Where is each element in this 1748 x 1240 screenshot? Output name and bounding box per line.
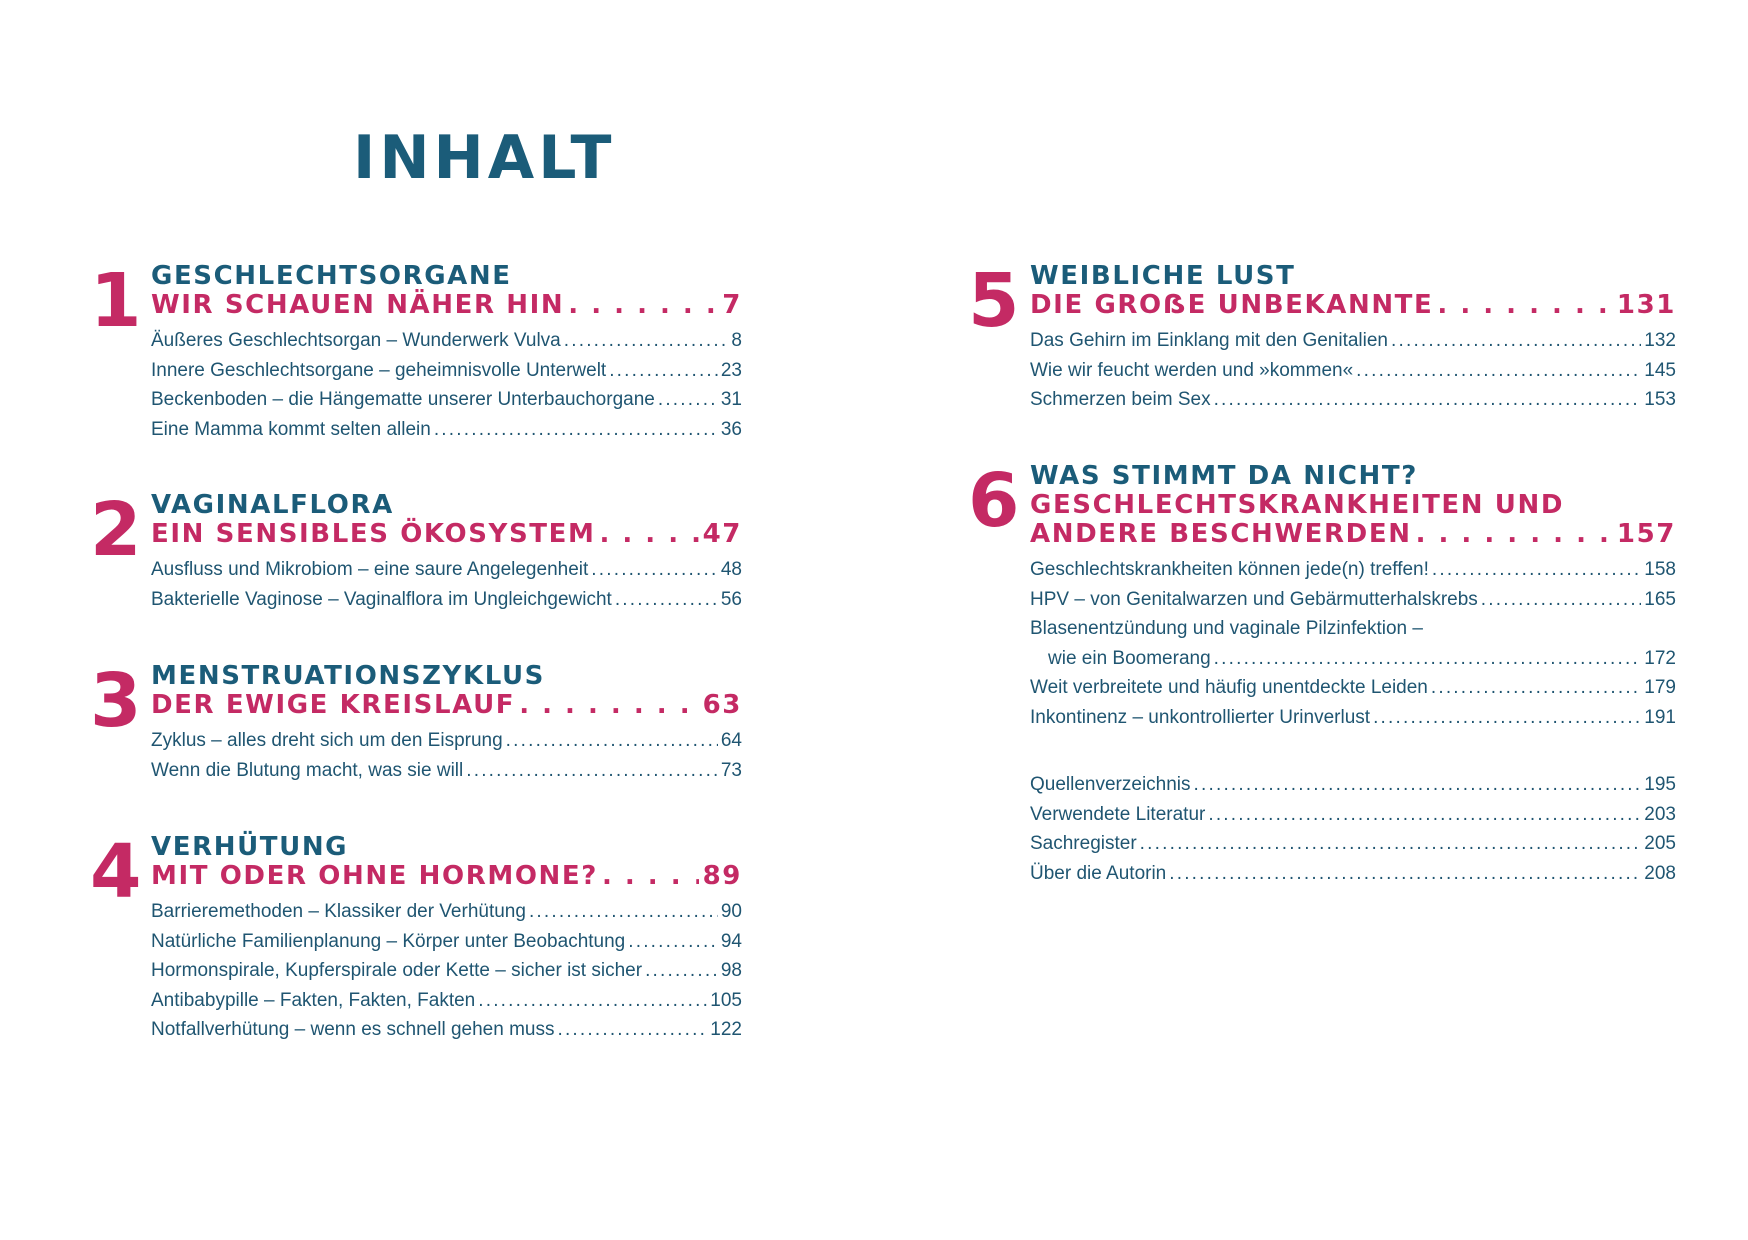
leader-dots [615,585,718,615]
entry-title: Blasenentzündung und vaginale Pilzinfektion – [1030,618,1423,639]
entry-page: 36 [720,418,742,440]
leader-dots [564,326,729,356]
chapter-5 [968,258,1676,415]
leader-dots [1391,326,1641,356]
toc-entry[interactable] [1030,614,1676,673]
chapter-subtitle: WIR SCHAUEN NÄHER HIN [151,290,565,320]
leader-dots [529,897,718,927]
chapter-4 [90,829,742,1045]
toc-entry[interactable] [151,326,742,356]
toc-entry[interactable] [151,1015,742,1045]
entry-title: Schmerzen beim Sex [1030,389,1211,410]
leader-dots [591,555,718,585]
entry-page: 48 [720,559,742,580]
chapter-heading: GESCHLECHTSORGANE [151,261,512,291]
chapter-subtitle: GESCHLECHTSKRANKHEITEN UND [1030,490,1565,520]
chapter-subtitle: DER EWIGE KREISLAUF [151,690,516,720]
entry-title: Bakterielle Vaginose – Vaginalflora im Ungleichgewicht [151,588,612,610]
chapter-subtitle-line[interactable] [151,520,742,549]
leader-dots [645,956,718,986]
toc-entry[interactable] [151,927,742,957]
entry-page: 105 [710,989,742,1011]
entry-title: Über die Autorin [1030,862,1167,884]
toc-entry[interactable] [1030,555,1676,585]
chapter-subtitle-line[interactable] [151,691,742,720]
leader-dots [1356,356,1641,386]
entry-title: Wie wir feucht werden und »kommen« [1030,359,1354,381]
toc-entry[interactable] [151,986,742,1016]
entry-page: 31 [720,389,742,410]
leader-dots [1194,770,1642,800]
entry-title: Natürliche Familienplanung – Körper unter Beobachtung [151,930,626,952]
backmatter-list [1030,770,1676,888]
chapter-subtitle-line[interactable] [151,862,742,891]
toc-entry[interactable] [151,415,742,445]
leader-dots [1431,673,1641,703]
chapter-1 [90,258,742,444]
chapter-page: 89 [702,861,742,891]
toc-entry[interactable] [151,385,742,415]
entry-continuation [1030,644,1676,674]
leader-dots [1169,859,1641,889]
entry-list [151,897,742,1045]
chapter-subtitle-line[interactable] [1030,291,1676,320]
toc-entry[interactable] [151,956,742,986]
entry-title: Geschlechtskrankheiten können jede(n) treffen! [1030,559,1429,580]
leader-dots [434,415,718,445]
chapter-subtitle: ANDERE BESCHWERDEN [1030,519,1412,549]
chapter-number: 4 [90,829,140,915]
toc-entry[interactable] [151,756,742,786]
leader-dots [568,291,718,320]
chapter-page: 47 [702,519,742,549]
entry-list [1030,326,1676,415]
leader-dots [557,1015,707,1045]
entry-page: 179 [1644,677,1676,698]
entry-title: Verwendete Literatur [1030,803,1206,825]
toc-entry[interactable] [1030,326,1676,356]
chapter-number: 2 [90,487,140,573]
entry-page: 122 [710,1019,742,1040]
entry-title: wie ein Boomerang [1048,647,1211,669]
leader-dots [506,726,718,756]
toc-entry[interactable] [1030,385,1676,415]
backmatter-entry[interactable] [1030,829,1676,859]
entry-title: Inkontinenz – unkontrollierter Urinverlust [1030,706,1371,728]
chapter-page: 63 [702,690,742,720]
leader-dots [1437,291,1613,320]
entry-page: 158 [1644,559,1676,580]
chapter-page: 157 [1616,519,1676,549]
entry-list [151,726,742,785]
entry-title: Beckenboden – die Hängematte unserer Unterbauchorgane [151,389,655,410]
entry-title: Innere Geschlechtsorgane – geheimnisvolle Unterwelt [151,359,607,381]
chapter-subtitle: MIT ODER OHNE HORMONE? [151,861,598,891]
toc-entry[interactable] [151,585,742,615]
leader-dots [628,927,718,957]
entry-title: Barrieremethoden – Klassiker der Verhütung [151,901,526,922]
entry-page: 208 [1644,862,1676,884]
toc-entry[interactable] [151,555,742,585]
chapter-page: 7 [722,290,742,320]
entry-page: 145 [1644,359,1676,381]
leader-dots [1214,644,1642,674]
entry-page: 98 [720,960,742,981]
entry-page: 191 [1644,706,1676,728]
toc-entry[interactable] [1030,585,1676,615]
leader-dots [1373,703,1641,733]
backmatter-entry[interactable] [1030,770,1676,800]
entry-page: 8 [731,330,742,351]
entry-title: Sachregister [1030,833,1137,854]
chapter-3 [90,658,742,785]
leader-dots [658,385,718,415]
chapter-subtitle: EIN SENSIBLES ÖKOSYSTEM [151,519,596,549]
backmatter-entry[interactable] [1030,859,1676,889]
chapter-heading: VAGINALFLORA [151,490,394,520]
entry-title: Weit verbreitete und häufig unentdeckte Leiden [1030,677,1428,698]
entry-list [151,555,742,614]
chapter-number: 5 [968,258,1018,344]
backmatter-entry[interactable] [1030,800,1676,830]
leader-dots [609,356,718,386]
toc-entry[interactable] [151,726,742,756]
toc-entry[interactable] [1030,356,1676,386]
leader-dots [1481,585,1642,615]
entry-title: HPV – von Genitalwarzen und Gebärmutterhalskrebs [1030,588,1478,610]
chapter-page: 131 [1616,290,1676,320]
leader-dots [1214,385,1642,415]
entry-title: Zyklus – alles dreht sich um den Eisprung [151,730,503,751]
entry-page: 132 [1644,330,1676,351]
leader-dots [602,862,699,891]
entry-title: Wenn die Blutung macht, was sie will [151,759,464,781]
leader-dots [1208,800,1641,830]
chapter-heading: WAS STIMMT DA NICHT? [1030,461,1418,491]
chapter-subtitle-line[interactable] [151,291,742,320]
entry-title: Das Gehirn im Einklang mit den Genitalien [1030,330,1389,351]
entry-list [1030,555,1676,732]
chapter-heading: WEIBLICHE LUST [1030,261,1296,291]
entry-page: 73 [720,759,742,781]
entry-page: 23 [720,359,742,381]
entry-page: 195 [1644,774,1676,795]
leader-dots [519,691,698,720]
entry-title: Notfallverhütung – wenn es schnell gehen muss [151,1019,555,1040]
entry-page: 56 [720,588,742,610]
chapter-number: 6 [968,458,1018,544]
page-title: INHALT [353,123,616,193]
leader-dots [1432,555,1641,585]
entry-title: Ausfluss und Mikrobiom – eine saure Angelegenheit [151,559,589,580]
entry-title: Eine Mamma kommt selten allein [151,418,431,440]
leader-dots [1416,520,1613,549]
toc-entry[interactable] [151,897,742,927]
toc-entry[interactable] [1030,703,1676,733]
entry-title: Äußeres Geschlechtsorgan – Wunderwerk Vulva [151,330,561,351]
chapter-subtitle-line[interactable] [1030,520,1676,549]
leader-dots [478,986,707,1016]
entry-title: Quellenverzeichnis [1030,774,1191,795]
chapter-heading: VERHÜTUNG [151,832,349,862]
chapter-heading: MENSTRUATIONSZYKLUS [151,661,545,691]
toc-entry[interactable] [1030,673,1676,703]
entry-page: 172 [1644,647,1676,669]
entry-title: Hormonspirale, Kupferspirale oder Kette – sicher ist sicher [151,960,643,981]
chapter-number: 3 [90,658,140,744]
entry-page: 94 [720,930,742,952]
entry-page: 90 [720,901,742,922]
entry-page: 64 [720,730,742,751]
entry-page: 165 [1644,588,1676,610]
chapter-2 [90,487,742,614]
leader-dots [466,756,718,786]
entry-page: 153 [1644,389,1676,410]
entry-title: Antibabypille – Fakten, Fakten, Fakten [151,989,476,1011]
chapter-subtitle: DIE GROẞE UNBEKANNTE [1030,290,1434,320]
toc-entry[interactable] [151,356,742,386]
leader-dots [599,520,698,549]
entry-page: 205 [1644,833,1676,854]
entry-list [151,326,742,444]
entry-page: 203 [1644,803,1676,825]
chapter-6 [968,458,1676,732]
leader-dots [1140,829,1642,859]
chapter-number: 1 [90,258,140,344]
